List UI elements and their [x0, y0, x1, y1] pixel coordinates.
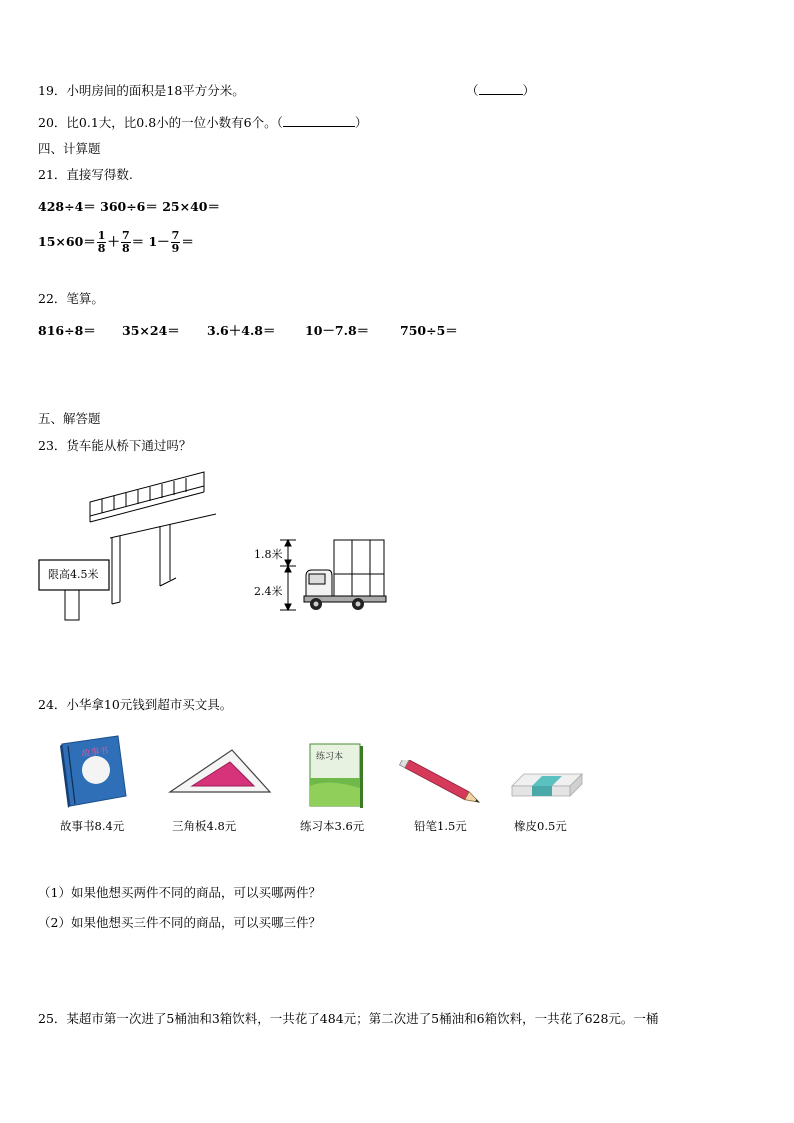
expr-item: 35×24＝: [122, 323, 180, 338]
notebook-image: [308, 742, 364, 810]
question-21-row2: [38, 230, 194, 262]
numerator: 7: [171, 229, 180, 242]
question-24-sub2: （2）如果他想买三件不同的商品，可以买哪三件？: [38, 915, 321, 930]
paren-close: ）: [522, 83, 536, 98]
bridge-illustration: [36, 466, 216, 626]
dimension-bottom: 2.4米: [254, 585, 283, 598]
item-label-eraser: 橡皮0.5元: [514, 819, 567, 833]
expr-item: 10－7.8＝: [305, 323, 370, 338]
notebook-cover-title: 练习本: [316, 752, 344, 762]
pencil-image: [394, 760, 490, 806]
blank-line: [479, 82, 523, 95]
denominator: 8: [97, 242, 106, 255]
numerator: 1: [97, 229, 106, 242]
question-24-sub1: （1）如果他想买两件不同的商品，可以买哪两件？: [38, 885, 321, 900]
paren-open: （: [466, 83, 479, 98]
triangle-ruler-image: [168, 748, 272, 796]
section-title-4: 四、计算题: [38, 141, 101, 156]
question-21-title: 21．直接写得数.: [38, 167, 133, 182]
question-22-row: [38, 322, 458, 340]
answer-blank-20[interactable]: [283, 114, 355, 127]
question-21-row1: 428÷4＝ 360÷6＝ 25×40＝: [38, 199, 220, 214]
fraction-7-8: [121, 230, 131, 255]
book-cover-title: 故事书: [81, 746, 110, 760]
numerator: 7: [121, 229, 130, 242]
expr-item: 750÷5＝: [400, 323, 458, 338]
height-limit-sign: 限高4.5米: [48, 568, 99, 581]
question-25: 25．某超市第一次进了5桶油和3箱饮料，一共花了484元；第二次进了5桶油和6箱饮料，一共花了628元。一桶: [38, 1011, 659, 1026]
question-22-title: 22．笔算。: [38, 291, 104, 306]
question-23-title: 23．货车能从桥下通过吗？: [38, 438, 192, 453]
equals-end: ＝: [181, 234, 194, 249]
plus-sign: ＋: [107, 234, 120, 249]
item-label-story-book: 故事书8.4元: [60, 819, 125, 833]
expr-15x60: 15×60＝: [38, 234, 96, 249]
item-label-pencil: 铅笔1.5元: [414, 819, 467, 833]
expr-item: 3.6＋4.8＝: [207, 323, 276, 338]
question-24-title: 24．小华拿10元钱到超市买文具。: [38, 697, 233, 712]
denominator: 9: [171, 242, 180, 255]
question-20: [38, 114, 367, 132]
question-20-text: 20．比0.1大，比0.8小的一位小数有6个。（: [38, 115, 283, 130]
fraction-7-9: [171, 230, 181, 255]
paren-close: ）: [354, 115, 368, 130]
truck-illustration: [276, 532, 388, 616]
denominator: 8: [121, 242, 130, 255]
eraser-image: [510, 770, 584, 800]
fraction-1-8: [97, 230, 107, 255]
section-title-5: 五、解答题: [38, 411, 101, 426]
story-book-image: [58, 734, 130, 810]
item-label-triangle: 三角板4.8元: [172, 819, 237, 833]
equals-one-minus: ＝ 1－: [131, 234, 170, 249]
question-19: 19．小明房间的面积是18平方分米。: [38, 83, 245, 98]
answer-blank-19[interactable]: [466, 82, 535, 100]
dimension-top: 1.8米: [254, 548, 283, 561]
expr-item: 816÷8＝: [38, 323, 96, 338]
item-label-notebook: 练习本3.6元: [300, 819, 365, 833]
